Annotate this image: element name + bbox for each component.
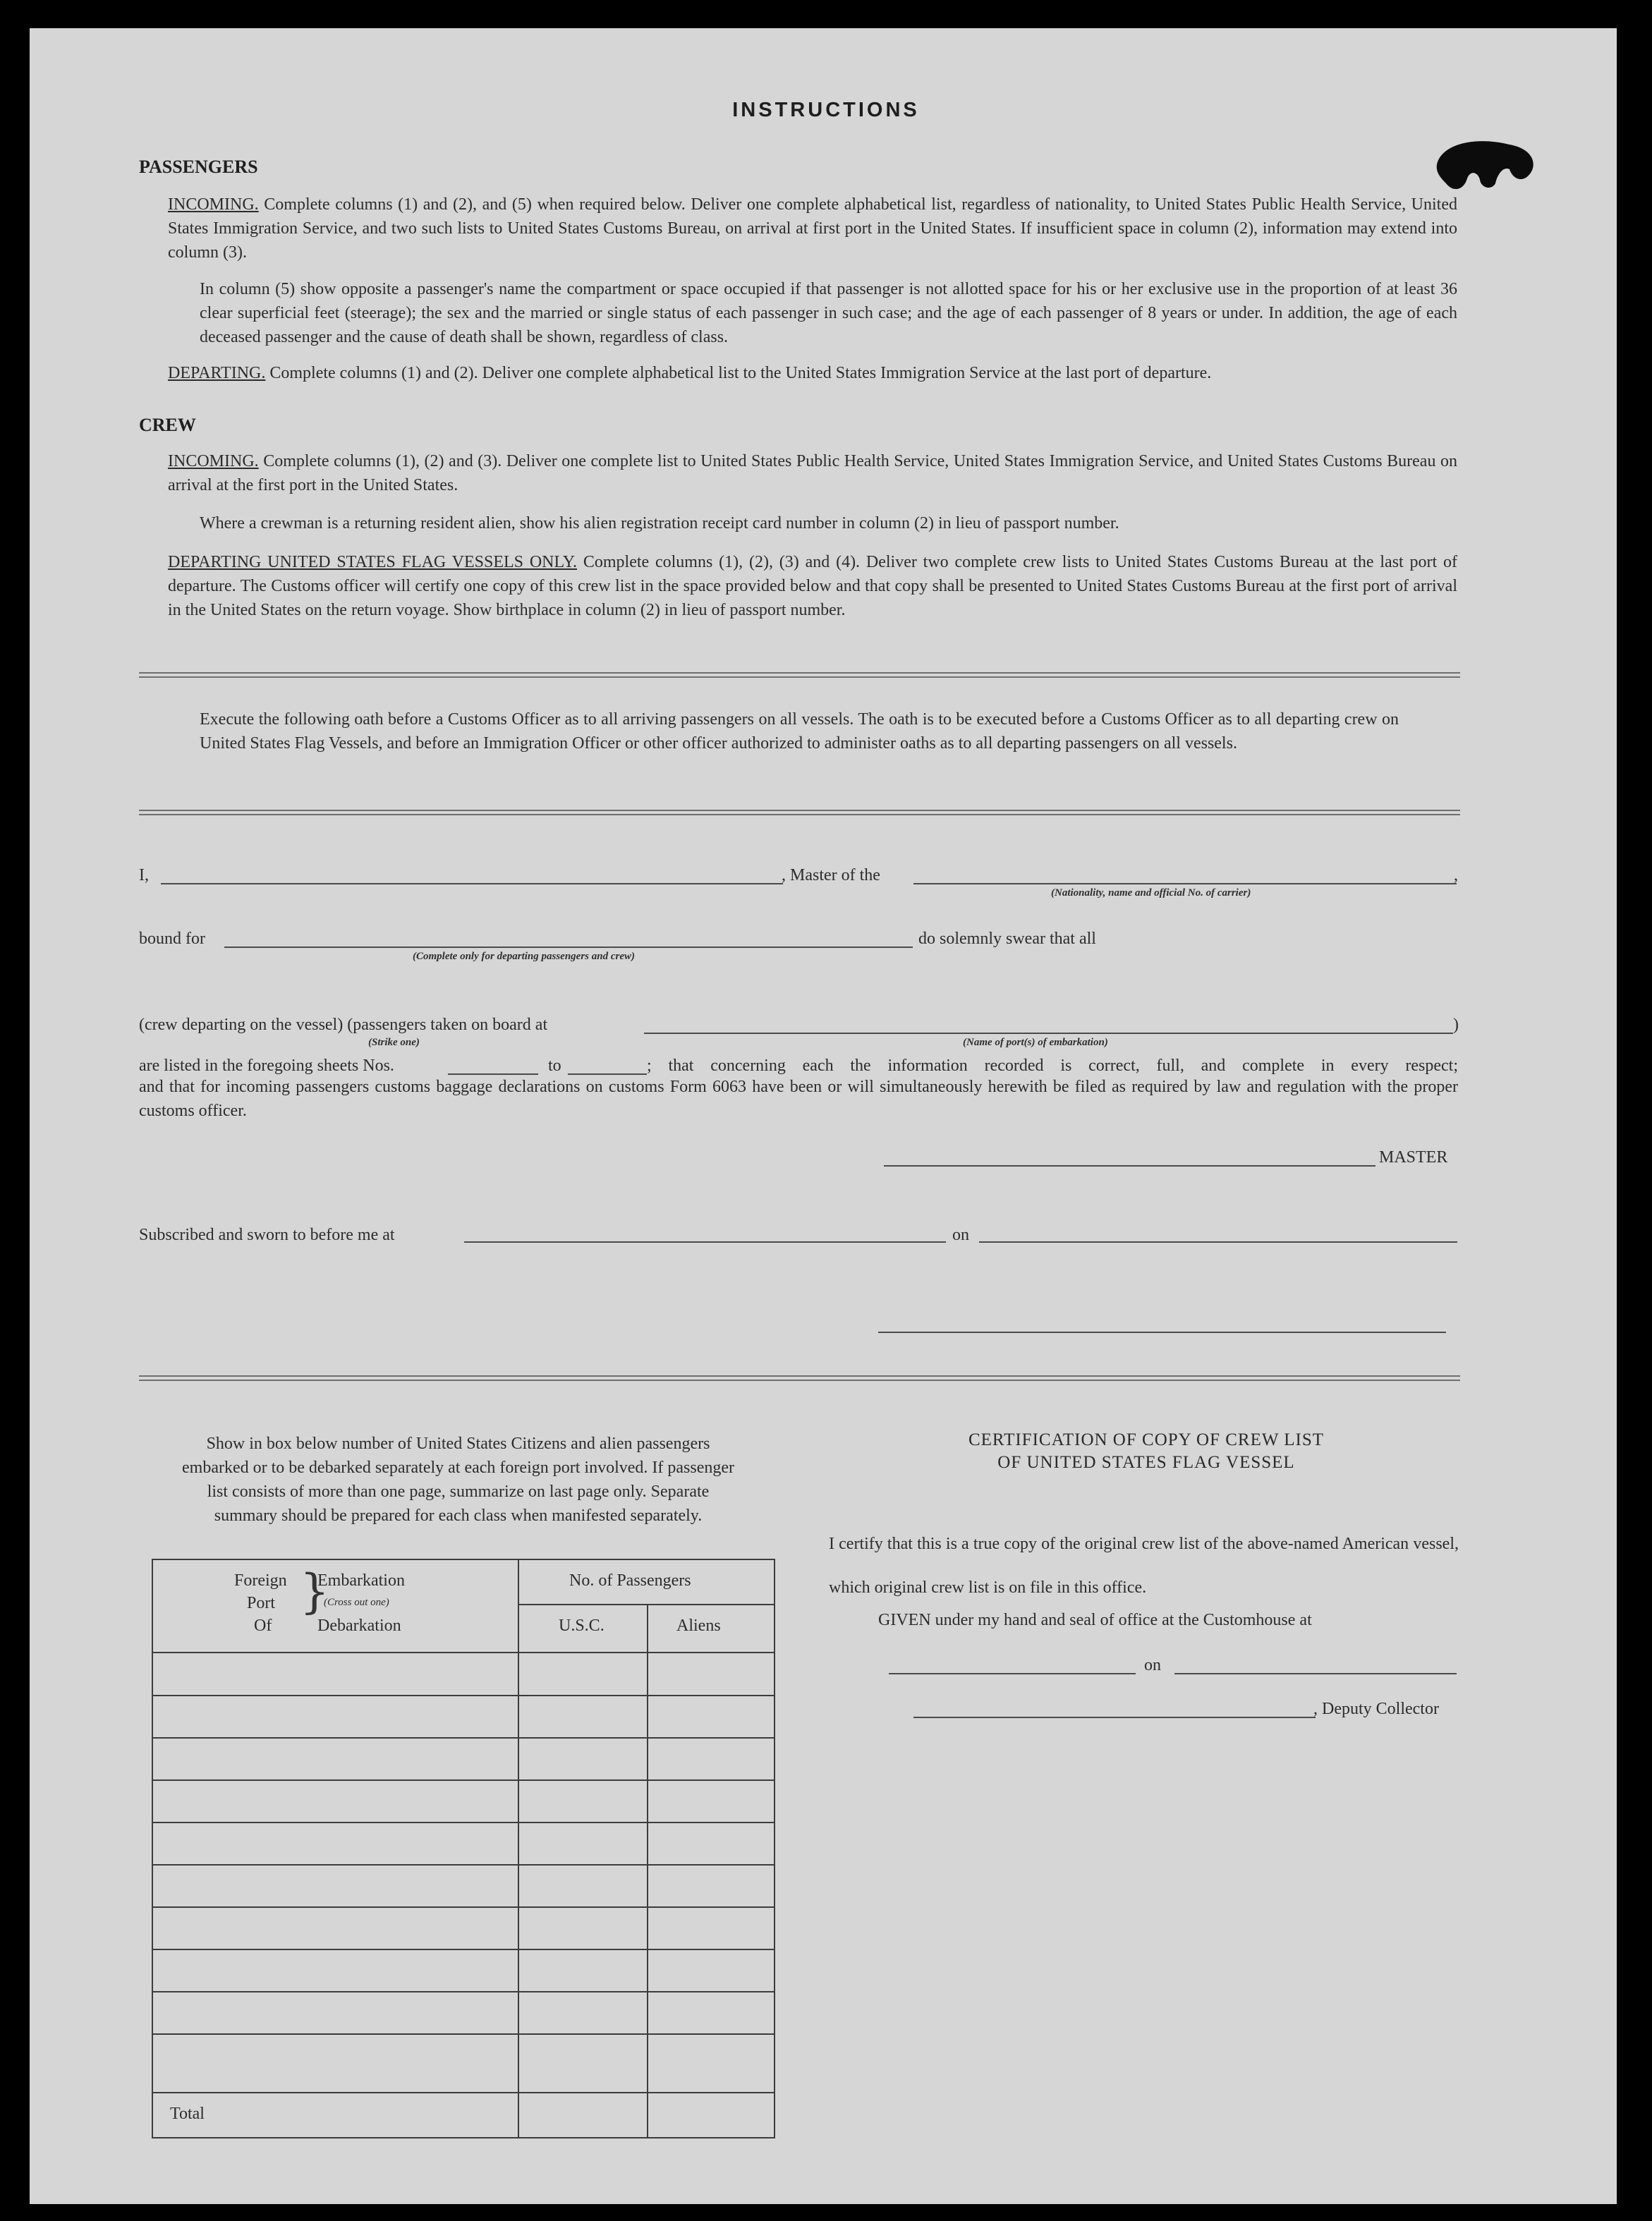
cert-date-field[interactable] (1174, 1673, 1457, 1674)
col-usc-label: U.S.C. (559, 1617, 605, 1635)
total-label: Total (170, 2105, 205, 2123)
table-divider (153, 1779, 774, 1781)
master-of-label: , Master of the (782, 866, 880, 884)
table-divider (153, 1906, 774, 1908)
col-embarkation-label: Embarkation (317, 1571, 405, 1590)
oath-intro: Execute the following oath before a Customs Officer as to all arriving passengers on all vessels. The oath is to be executed before a Customs Officer as to all departing crew on United States Flag Vessels, and before an Immigration Officer or other officer authorized to administer oaths as to all departing passengers on all vessels. (200, 710, 1399, 753)
col-cross-out-caption: (Cross out one) (324, 1597, 389, 1608)
table-divider (153, 1822, 774, 1823)
table-divider (153, 1949, 774, 1950)
master-label: MASTER (1379, 1148, 1448, 1167)
table-divider (153, 1864, 774, 1866)
crew-departing-paragraph (168, 550, 1457, 622)
summary-instructions: Show in box below number of United States Citizens and alien passengers embarked or to be debarked separately at each foreign port involved. If passenger list consists of more than one page, summarize on last page only. Separate summary should be prepared for each class when manifested separately. (182, 1435, 734, 1525)
instructions-heading: INSTRUCTIONS (732, 99, 920, 121)
to-label: to (548, 1057, 561, 1075)
col-passengers-label: No. of Passengers (569, 1571, 691, 1590)
section-divider (139, 810, 1460, 815)
section-divider (139, 672, 1460, 678)
carrier-field[interactable] (913, 883, 1457, 884)
sworn-place-field[interactable] (464, 1241, 946, 1243)
col-of-label: Of (254, 1617, 272, 1635)
table-divider (518, 1604, 774, 1605)
crew-departing-text: Complete columns (1), (2), (3) and (4). Deliver two complete crew lists to United States Customs Bureau at the last port of departure. The Customs officer will certify one copy of this crew list in the space provided below and that copy shall be presented to United States Customs Bureau at the first port of arrival in the United States on the return voyage. Show birthplace in column (2) in lieu of passport number. (168, 553, 1458, 619)
deputy-signature-field[interactable] (913, 1717, 1316, 1718)
table-divider (153, 2092, 774, 2093)
table-divider (647, 1604, 648, 2137)
bound-for-label: bound for (139, 930, 205, 948)
passengers-incoming-text: Complete columns (1) and (2), and (5) when required below. Deliver one complete alphabetical list, regardless of nationality, to United States Public Health Service, United States Immigration Service, and two such lists to United States Customs Bureau, on arrival at first port in the United States. If insufficient space in column (2), information may extend into column (3). (168, 195, 1458, 262)
on-label: on (952, 1226, 969, 1244)
passengers-column5-paragraph: In column (5) show opposite a passenger's name the compartment or space occupied if that passenger is not allotted space for his or her exclusive use in the proportion of at least 36 clear superficial feet (steerage); the sex and the married or single status of each passenger in such case; and the age of each passenger of 8 years or under. In addition, the age of each deceased passenger and the cause of death shall be shown, regardless of class. (200, 280, 1457, 346)
swear-label: do solemnly swear that all (918, 930, 1096, 948)
complete-only-caption: (Complete only for departing passengers and crew) (413, 951, 635, 962)
col-debarkation-label: Debarkation (317, 1617, 401, 1635)
table-divider (153, 1652, 774, 1653)
deputy-collector-label: , Deputy Collector (1313, 1700, 1439, 1718)
listed-in-label: are listed in the foregoing sheets Nos. (139, 1057, 394, 1075)
passengers-departing-paragraph (168, 361, 1457, 385)
master-signature-field[interactable] (884, 1165, 1375, 1167)
brace-glyph: } (300, 1564, 329, 1619)
crew-crewman-paragraph: Where a crewman is a returning resident alien, show his alien registration receipt card number in column (2) in lieu of passport number. (200, 514, 1119, 533)
passengers-departing-label: DEPARTING. (168, 364, 266, 382)
table-divider (518, 1560, 519, 2137)
crew-incoming-paragraph (168, 449, 1457, 497)
strike-one-caption: (Strike one) (368, 1037, 420, 1048)
listed-rest-text: ; that concerning each the information recorded is correct, full, and complete in every respect; (647, 1057, 1458, 1075)
table-divider (153, 1737, 774, 1739)
destination-field[interactable] (224, 947, 913, 948)
comma-mark: , (1454, 866, 1458, 884)
baggage-text: and that for incoming passengers customs baggage declarations on customs Form 6063 have been or will simultaneously herewith be filed as required by law and regulation with the proper customs officer. (139, 1078, 1458, 1120)
passengers-incoming-paragraph (168, 193, 1457, 264)
crew-departing-label: DEPARTING UNITED STATES FLAG VESSELS ONLY. (168, 553, 577, 571)
oath-i-label: I, (139, 866, 149, 884)
col-aliens-label: Aliens (676, 1617, 721, 1635)
passengers-incoming-label: INCOMING. (168, 195, 259, 214)
nationality-caption: (Nationality, name and official No. of carrier) (1051, 887, 1251, 899)
ports-caption: (Name of port(s) of embarkation) (963, 1037, 1108, 1048)
master-name-field[interactable] (161, 883, 783, 884)
passengers-departing-text: Complete columns (1) and (2). Deliver one complete alphabetical list to the United States Immigration Service at the last port of departure. (269, 364, 1212, 382)
crew-passengers-label: (crew departing on the vessel) (passengers taken on board at (139, 1016, 548, 1034)
ink-blot (1432, 138, 1538, 194)
col-port-label: Port (247, 1594, 276, 1612)
embarkation-ports-field[interactable] (644, 1033, 1453, 1034)
certification-title-line2: OF UNITED STATES FLAG VESSEL (997, 1453, 1295, 1472)
table-divider (153, 1695, 774, 1696)
sworn-date-field[interactable] (979, 1241, 1457, 1243)
certify-text: I certify that this is a true copy of the original crew list of the above-named American vessel, which original crew list is on file in this office. (829, 1535, 1459, 1597)
table-divider (153, 1991, 774, 1992)
customhouse-field[interactable] (889, 1673, 1136, 1674)
crew-incoming-text: Complete columns (1), (2) and (3). Deliver one complete list to United States Public Health Service, United States Immigration Service, and United States Customs Bureau on arrival at the first port in the United States. (168, 452, 1458, 494)
officer-signature-field[interactable] (878, 1332, 1446, 1333)
crew-title: CREW (139, 415, 196, 435)
passengers-title: PASSENGERS (139, 157, 258, 177)
certification-title-line1: CERTIFICATION OF COPY OF CREW LIST (968, 1430, 1325, 1449)
passenger-summary-table (152, 1559, 775, 2138)
section-divider (139, 1375, 1460, 1381)
subscribed-label: Subscribed and sworn to before me at (139, 1226, 395, 1244)
given-text: GIVEN under my hand and seal of office at the Customhouse at (878, 1611, 1312, 1629)
cert-on-label: on (1144, 1656, 1161, 1674)
col-foreign-label: Foreign (234, 1571, 287, 1590)
crew-incoming-label: INCOMING. (168, 452, 259, 470)
table-divider (153, 2033, 774, 2035)
close-paren: ) (1453, 1016, 1459, 1034)
